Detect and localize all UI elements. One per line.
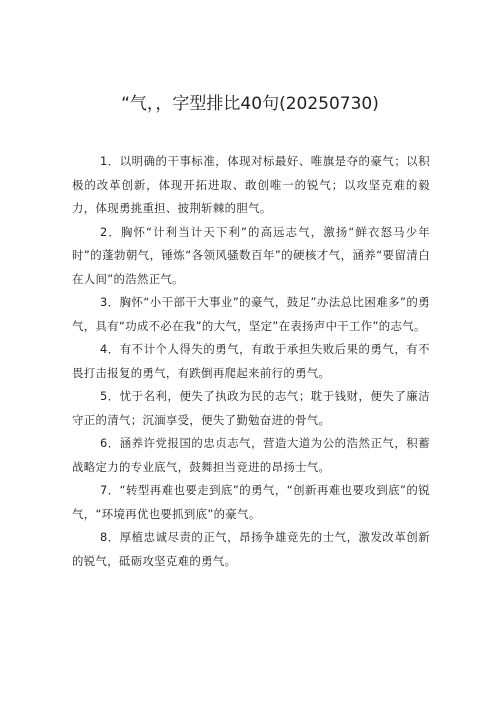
- paragraph-8: 8．厚植忠诚尽责的正气，昂扬争雄竞先的士气，激发改革创新的锐气，砥砺攻坚克难的勇气。: [72, 530, 430, 568]
- paragraph-1: 1．以明确的干事标准，体现对标最好、唯旗是夺的豪气；以积极的改革创新，体现开拓进取、敢创唯一的锐气；以攻坚克难的毅力，体现勇挑重担、披荆斩棘的胆气。: [72, 154, 430, 215]
- paragraph-2: 2．胸怀“计利当计天下利”的高远志气，激扬“鲜衣怒马少年时”的蓬勃朝气，锤炼“各领风骚数百年”的硬核才气，涵养“要留清白在人间”的浩然正气。: [72, 224, 430, 286]
- paragraph-5: 5．忧于名利，便失了执政为民的志气；耽于钱财，便失了廉洁守正的清气；沉湎享受，便失了勤勉奋进的骨气。: [72, 389, 430, 427]
- paragraph-3: 3．胸怀“小干部干大事业”的豪气，鼓足”办法总比困难多”的勇气，具有“功成不必在我”的大气，坚定”在表扬声中干工作”的志气。: [72, 295, 430, 333]
- paragraph-6: 6．涵养许党报国的忠贞志气，营造大道为公的浩然正气，积蓄战略定力的专业底气，鼓舞担当竞进的昂扬士气。: [72, 436, 430, 474]
- paragraph-7: 7．“转型再难也要走到底”的勇气，“创新再难也要攻到底”的锐气，“环境再优也要抓到底”的豪气。: [72, 483, 430, 521]
- document-title: “气，，字型排比40句(20250730): [121, 94, 379, 114]
- paragraph-4: 4．有不计个人得失的勇气，有敢于承担失败后果的勇气，有不畏打击报复的勇气，有跌倒再爬起来前行的勇气。: [72, 342, 430, 380]
- document-body: [72, 150, 430, 573]
